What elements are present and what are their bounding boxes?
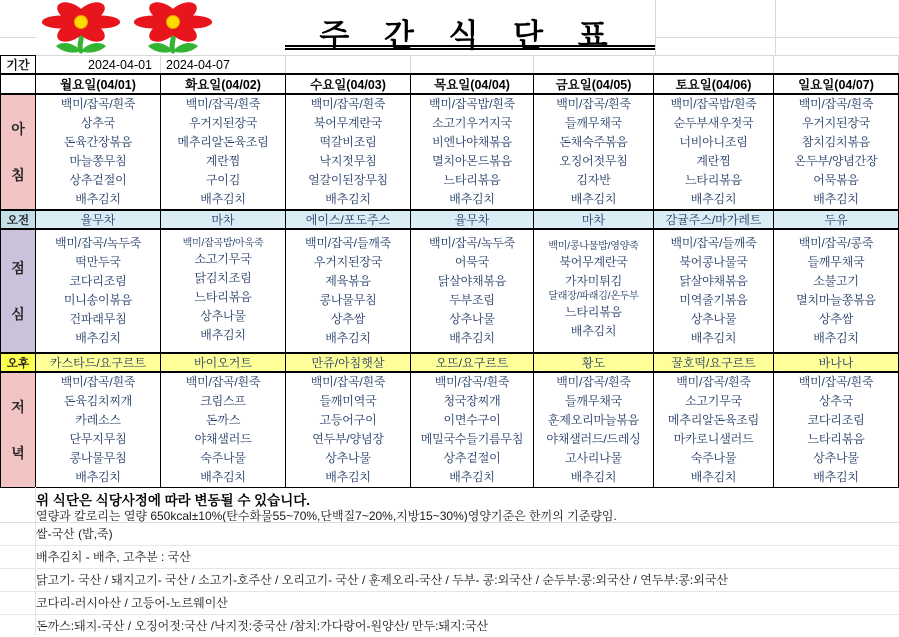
lunch-menu-cell bbox=[654, 229, 774, 353]
pm-snack-item: 황도 bbox=[534, 353, 654, 372]
menu-item: 마늘쫑무침 bbox=[69, 154, 127, 168]
menu-item: 배추김치 bbox=[690, 192, 737, 206]
menu-item: 크림스프 bbox=[200, 394, 246, 408]
day-header-row bbox=[1, 74, 899, 94]
menu-item: 북어무계란국 bbox=[559, 255, 628, 269]
dinner-menu-cell bbox=[161, 372, 286, 488]
dinner-label-text: 저녁 bbox=[11, 399, 25, 461]
menu-item: 배추김치 bbox=[75, 192, 121, 206]
menu-item: 들깨무채국 bbox=[565, 394, 622, 408]
menu-item: 메추리알돈육조림 bbox=[177, 135, 269, 149]
breakfast-menu-cell bbox=[36, 94, 161, 210]
menu-item: 상추겉절이 bbox=[443, 451, 501, 465]
menu-item: 숙주나물 bbox=[200, 451, 246, 465]
pm-snack-row bbox=[1, 353, 899, 372]
menu-item: 돈육간장볶음 bbox=[63, 135, 133, 149]
menu-item: 낙지젓무침 bbox=[319, 154, 377, 168]
day-header: 화요일(04/02) bbox=[161, 74, 286, 94]
menu-item: 배추김치 bbox=[570, 192, 617, 206]
day-header: 목요일(04/04) bbox=[411, 74, 534, 94]
am-snack-item: 두유 bbox=[774, 210, 899, 229]
menu-item: 백미/잡곡/콩죽 bbox=[798, 236, 874, 250]
menu-item: 메추리알돈육조림 bbox=[667, 413, 760, 427]
menu-item: 비엔나야채볶음 bbox=[432, 135, 512, 149]
menu-item: 건파래무침 bbox=[69, 312, 127, 326]
grid-line bbox=[655, 0, 656, 55]
dinner-menu-cell bbox=[654, 372, 774, 488]
menu-item: 배추김치 bbox=[200, 192, 246, 206]
menu-item: 단무지무침 bbox=[69, 432, 127, 446]
breakfast-menu-cell bbox=[286, 94, 411, 210]
sheet-header bbox=[0, 0, 899, 55]
menu-item: 달래장/파래김/온두부 bbox=[548, 291, 639, 302]
menu-item: 상추나물 bbox=[200, 308, 246, 323]
pm-snack-item: 카스타드/요구르트 bbox=[36, 353, 161, 372]
menu-item: 상추나물 bbox=[325, 451, 371, 465]
page-title: 주 간 식 단 표 bbox=[285, 2, 655, 50]
am-snack-item: 마차 bbox=[161, 210, 286, 229]
dinner-menu-cell bbox=[411, 372, 534, 488]
menu-item: 야채샐러드 bbox=[194, 432, 252, 446]
menu-item: 코다리조림 bbox=[69, 274, 127, 288]
menu-item: 얼갈이된장무침 bbox=[308, 173, 388, 187]
menu-item: 백미/잡곡/흰죽 bbox=[310, 97, 386, 111]
period-start-date: 2024-04-01 bbox=[36, 56, 161, 75]
menu-item: 배추김치 bbox=[449, 470, 495, 484]
menu-item: 들깨무채국 bbox=[565, 116, 622, 130]
dinner-menu-cell bbox=[534, 372, 654, 488]
dinner-row bbox=[1, 372, 899, 488]
breakfast-menu-cell bbox=[411, 94, 534, 210]
menu-item: 상추쌈 bbox=[330, 312, 366, 326]
menu-item: 계란찜 bbox=[205, 154, 241, 168]
menu-item: 백미/잡곡/흰죽 bbox=[185, 375, 261, 389]
dinner-menu-cell bbox=[286, 372, 411, 488]
am-snack-item: 마차 bbox=[534, 210, 654, 229]
menu-item: 돈채숙주볶음 bbox=[559, 135, 628, 149]
menu-item: 상추국 bbox=[818, 394, 854, 408]
am-snack-item: 감귤주스/마가레트 bbox=[654, 210, 774, 229]
origin-item: 쌀-국산 (밥,죽) bbox=[0, 523, 899, 546]
menu-item: 메밀국수들기름무침 bbox=[420, 432, 524, 446]
lunch-label-text: 점심 bbox=[11, 260, 25, 322]
menu-item: 백미/잡곡/흰죽 bbox=[798, 97, 874, 111]
period-empty-cell bbox=[534, 56, 654, 75]
origin-item: 코다리-러시아산 / 고등어-노르웨이산 bbox=[0, 592, 899, 615]
menu-item: 계란찜 bbox=[696, 154, 731, 168]
origin-list bbox=[0, 522, 899, 637]
dinner-label bbox=[1, 372, 36, 488]
menu-item: 청국장찌개 bbox=[443, 394, 501, 408]
period-row bbox=[1, 56, 899, 75]
menu-item: 훈제오리마늘볶음 bbox=[547, 413, 640, 427]
grid-line bbox=[775, 0, 776, 55]
menu-item: 참치김치볶음 bbox=[801, 135, 871, 149]
menu-item: 백미/잡곡밥/흰죽 bbox=[428, 97, 515, 111]
menu-item: 배추김치 bbox=[325, 192, 371, 206]
menu-item: 김자반 bbox=[576, 173, 611, 187]
menu-item: 배추김치 bbox=[570, 324, 617, 338]
am-snack-item: 율무차 bbox=[411, 210, 534, 229]
menu-item: 북어콩나물국 bbox=[679, 255, 748, 269]
menu-item: 멸치마늘쫑볶음 bbox=[796, 293, 876, 307]
menu-item: 느타리볶음 bbox=[443, 173, 501, 187]
dinner-menu-cell bbox=[774, 372, 899, 488]
lunch-menu-cell bbox=[534, 229, 654, 353]
notice-text: 위 식단은 식당사정에 따라 변동될 수 있습니다. bbox=[36, 493, 311, 508]
menu-item: 배추김치 bbox=[449, 192, 495, 206]
period-end-date: 2024-04-07 bbox=[161, 56, 286, 75]
menu-item: 백미/잡곡/녹두죽 bbox=[54, 236, 141, 250]
am-snack-item: 에이스/포도주스 bbox=[286, 210, 411, 229]
menu-item: 멸치아몬드볶음 bbox=[432, 154, 512, 168]
menu-item: 배추김치 bbox=[690, 331, 737, 345]
menu-item: 들깨미역국 bbox=[319, 394, 377, 408]
lunch-menu-cell bbox=[774, 229, 899, 353]
menu-item: 떡만두국 bbox=[75, 255, 121, 269]
menu-item: 백미/잡곡밥/흰죽 bbox=[670, 97, 757, 111]
day-header: 수요일(04/03) bbox=[286, 74, 411, 94]
menu-item: 느타리볶음 bbox=[807, 432, 865, 446]
menu-item: 상추겉절이 bbox=[69, 173, 127, 187]
menu-item: 느타리볶음 bbox=[685, 173, 742, 187]
day-header: 일요일(04/07) bbox=[774, 74, 899, 94]
menu-item: 들깨무채국 bbox=[807, 255, 865, 269]
menu-item: 상추국 bbox=[80, 116, 116, 130]
period-empty-cell bbox=[286, 56, 411, 75]
menu-item: 돈까스 bbox=[205, 413, 241, 427]
menu-item: 콩나물무침 bbox=[319, 293, 377, 307]
menu-item: 상추나물 bbox=[449, 312, 495, 326]
origin-item: 닭고기- 국산 / 돼지고기- 국산 / 소고기-호주산 / 오리고기- 국산 / 훈제오리-국산 / 두부- 콩:외국산 / 순두부:콩:외국산 / 연두부:콩:외국산 bbox=[0, 569, 899, 592]
menu-item: 백미/콩나물밥/영양죽 bbox=[548, 241, 639, 252]
menu-item: 온두부/양념간장 bbox=[794, 154, 878, 168]
menu-item: 두부조림 bbox=[449, 293, 495, 307]
menu-item: 콩나물무침 bbox=[69, 451, 127, 465]
menu-item: 소고기우거지국 bbox=[432, 116, 512, 130]
menu-item: 배추김치 bbox=[813, 331, 859, 345]
menu-item: 백미/잡곡/흰죽 bbox=[676, 375, 751, 389]
menu-item: 닭살야채볶음 bbox=[679, 274, 748, 288]
pm-snack-item: 바이오거트 bbox=[161, 353, 286, 372]
day-header: 월요일(04/01) bbox=[36, 74, 161, 94]
menu-item: 백미/잡곡/녹두죽 bbox=[428, 236, 515, 250]
menu-item: 배추김치 bbox=[449, 331, 495, 345]
grid-line bbox=[0, 37, 36, 38]
menu-item: 어묵볶음 bbox=[813, 173, 859, 187]
menu-item: 백미/잡곡/흰죽 bbox=[60, 375, 136, 389]
menu-item: 백미/잡곡/흰죽 bbox=[798, 375, 874, 389]
pm-snack-label: 오후 bbox=[1, 353, 36, 372]
menu-item: 돈육김치찌개 bbox=[63, 394, 133, 408]
menu-item: 상추나물 bbox=[690, 312, 737, 326]
day-header: 토요일(04/06) bbox=[654, 74, 774, 94]
pm-snack-item: 오뜨/요구르트 bbox=[411, 353, 534, 372]
menu-item: 배추김치 bbox=[690, 470, 737, 484]
menu-item: 우거지된장국 bbox=[313, 255, 383, 269]
menu-item: 배추김치 bbox=[325, 470, 371, 484]
calorie-info-text: 열량과 칼로리는 열량 650kcal±10%(탄수화물55~70%,단백질7~20%,지방15~30%)영양기준은 한끼의 기준량임. bbox=[36, 509, 617, 523]
menu-item: 느타리볶음 bbox=[194, 289, 252, 304]
menu-item: 마카로니샐러드 bbox=[673, 432, 754, 446]
footer-notes bbox=[0, 487, 899, 637]
lunch-menu-cell bbox=[36, 229, 161, 353]
lunch-menu-cell bbox=[161, 229, 286, 353]
menu-item: 상추쌈 bbox=[818, 312, 854, 326]
menu-item: 카레소스 bbox=[75, 413, 121, 427]
menu-item: 연두부/양념장 bbox=[312, 432, 384, 446]
pm-snack-item: 만쥬/아침햇살 bbox=[286, 353, 411, 372]
menu-item: 이면수구이 bbox=[443, 413, 501, 427]
menu-item: 백미/잡곡/흰죽 bbox=[556, 375, 631, 389]
origin-item: 배추김치 - 배추, 고추분 : 국산 bbox=[0, 546, 899, 569]
menu-item: 떡갈비조림 bbox=[319, 135, 377, 149]
menu-item: 고등어구이 bbox=[319, 413, 377, 427]
menu-item: 소불고기 bbox=[813, 274, 859, 288]
menu-item: 북어무계란국 bbox=[313, 116, 383, 130]
flowers-decoration bbox=[35, 1, 235, 55]
period-empty-cell bbox=[411, 56, 534, 75]
breakfast-menu-cell bbox=[774, 94, 899, 210]
menu-item: 우거지된장국 bbox=[188, 116, 258, 130]
pm-snack-item: 바나나 bbox=[774, 353, 899, 372]
menu-item: 가자미튀김 bbox=[565, 274, 622, 288]
corner-cell bbox=[1, 74, 36, 94]
grid-line bbox=[655, 37, 899, 38]
menu-item: 백미/잡곡/흰죽 bbox=[185, 97, 261, 111]
menu-item: 백미/잡곡/흰죽 bbox=[434, 375, 510, 389]
menu-item: 백미/잡곡/흰죽 bbox=[310, 375, 386, 389]
menu-item: 어묵국 bbox=[454, 255, 490, 269]
period-empty-cell bbox=[654, 56, 774, 75]
lunch-menu-cell bbox=[411, 229, 534, 353]
menu-item: 소고기무국 bbox=[685, 394, 742, 408]
origin-item: 돈까스:돼지-국산 / 오징어젓:국산 /낙지젓:중국산 /참치:가다랑어-원양산/ 만두:돼지:국산 bbox=[0, 615, 899, 637]
breakfast-label bbox=[1, 94, 36, 210]
menu-item: 배추김치 bbox=[200, 327, 246, 342]
menu-item: 우거지된장국 bbox=[801, 116, 871, 130]
menu-item: 숙주나물 bbox=[690, 451, 737, 465]
period-label: 기간 bbox=[1, 56, 36, 75]
flower-icon bbox=[134, 1, 212, 53]
breakfast-row bbox=[1, 94, 899, 210]
menu-item: 제육볶음 bbox=[325, 274, 371, 288]
am-snack-item: 율무차 bbox=[36, 210, 161, 229]
menu-item: 닭살야채볶음 bbox=[437, 274, 507, 288]
menu-item: 구이김 bbox=[205, 173, 241, 187]
menu-item: 백미/잡곡/들깨죽 bbox=[304, 236, 391, 250]
lunch-label bbox=[1, 229, 36, 353]
breakfast-label-text: 아침 bbox=[11, 121, 25, 183]
menu-item: 느타리볶음 bbox=[565, 305, 622, 319]
am-snack-label: 오전 bbox=[1, 210, 36, 229]
menu-item: 닭김치조림 bbox=[194, 270, 252, 285]
menu-item: 배추김치 bbox=[200, 470, 246, 484]
menu-item: 배추김치 bbox=[570, 470, 617, 484]
menu-item: 코다리조림 bbox=[807, 413, 865, 427]
menu-item: 배추김치 bbox=[813, 470, 859, 484]
breakfast-menu-cell bbox=[161, 94, 286, 210]
menu-item: 고사리나물 bbox=[565, 451, 622, 465]
dinner-menu-cell bbox=[36, 372, 161, 488]
pm-snack-item: 꿀호떡/요구르트 bbox=[654, 353, 774, 372]
menu-item: 배추김치 bbox=[325, 331, 371, 345]
menu-item: 미니송이볶음 bbox=[63, 293, 133, 307]
menu-item: 야채샐러드/드레싱 bbox=[546, 432, 641, 446]
menu-item: 상추나물 bbox=[813, 451, 859, 465]
day-header: 금요일(04/05) bbox=[534, 74, 654, 94]
breakfast-menu-cell bbox=[534, 94, 654, 210]
flower-icon bbox=[42, 1, 120, 53]
period-empty-cell bbox=[774, 56, 899, 75]
lunch-menu-cell bbox=[286, 229, 411, 353]
menu-item: 백미/잡곡/흰죽 bbox=[60, 97, 136, 111]
am-snack-row bbox=[1, 210, 899, 229]
menu-item: 배추김치 bbox=[75, 470, 121, 484]
menu-item: 오징어젓무침 bbox=[559, 154, 628, 168]
menu-item: 배추김치 bbox=[75, 331, 121, 345]
breakfast-menu-cell bbox=[654, 94, 774, 210]
menu-item: 배추김치 bbox=[813, 192, 859, 206]
menu-item: 백미/잡곡/들깨죽 bbox=[670, 236, 757, 250]
menu-table bbox=[0, 55, 899, 488]
menu-item: 소고기무국 bbox=[194, 251, 252, 266]
menu-item: 순두부새우젓국 bbox=[673, 116, 754, 130]
menu-item: 백미/잡곡밥/아욱죽 bbox=[182, 237, 264, 249]
menu-item: 너비아니조림 bbox=[679, 135, 748, 149]
menu-item: 미역줄기볶음 bbox=[679, 293, 748, 307]
lunch-row bbox=[1, 229, 899, 353]
menu-item: 백미/잡곡/흰죽 bbox=[556, 97, 631, 111]
